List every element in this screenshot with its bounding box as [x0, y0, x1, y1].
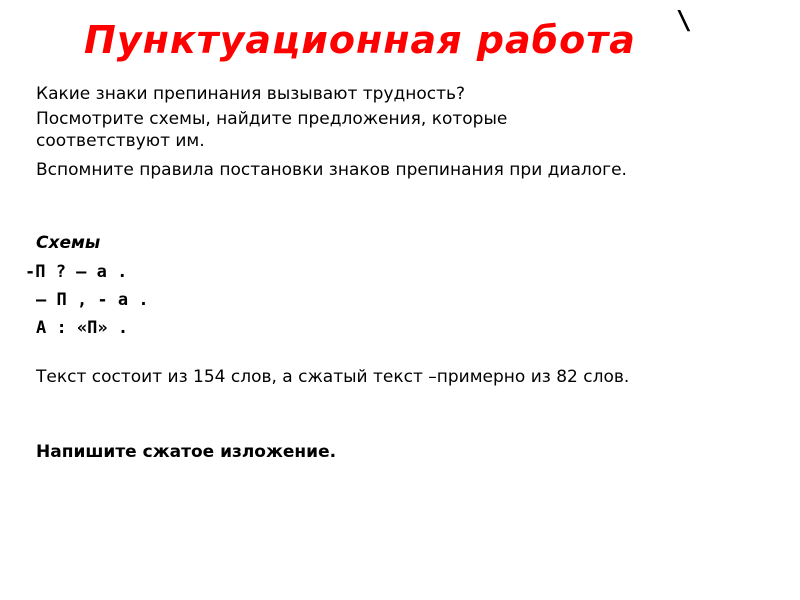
scheme-3: А : «П» . [36, 318, 129, 338]
task-instruction: Напишите сжатое изложение. [36, 442, 337, 462]
question-2: Посмотрите схемы, найдите предложения, которые соответствуют им. [36, 109, 508, 151]
word-count-info: Текст состоит из 154 слов, а сжатый текст –примерно из 82 слов. [36, 367, 630, 387]
slide-title: Пунктуационная работа [84, 18, 636, 62]
scheme-2: – П , - а . [36, 290, 149, 310]
schemes-heading: Схемы [36, 233, 101, 253]
scheme-1: -П ? – а . [25, 262, 128, 282]
corner-mark: \ [676, 6, 692, 36]
question-1: Какие знаки препинания вызывают трудность? [36, 84, 466, 104]
question-3: Вспомните правила постановки знаков препинания при диалоге. [36, 160, 627, 180]
